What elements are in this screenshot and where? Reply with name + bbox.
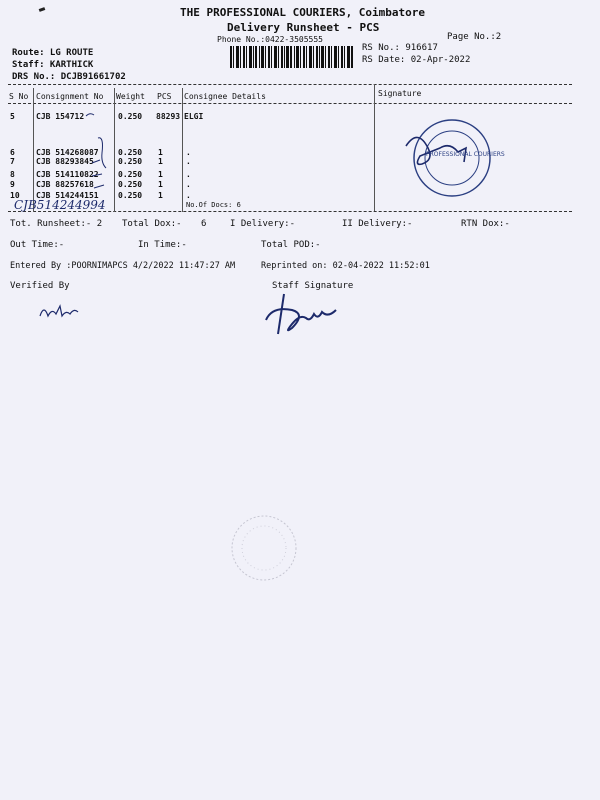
- row-pcs: 1: [158, 191, 163, 200]
- header-consignment-no: Consignment No: [36, 92, 104, 101]
- row-sno: 8: [10, 170, 15, 179]
- row-sno: 7: [10, 157, 15, 166]
- phone-number: Phone No.:0422-3505555: [217, 35, 323, 44]
- row-consignee-details: .: [186, 157, 191, 166]
- rs-date: RS Date: 02-Apr-2022: [362, 55, 471, 65]
- row-consignee-details: .: [186, 180, 191, 189]
- row-consignment-no: CJB 514110822: [36, 170, 99, 179]
- rs-number: RS No.: 916617: [362, 43, 438, 53]
- reprinted-on: Reprinted on: 02-04-2022 11:52:01: [261, 261, 430, 271]
- row-consignee-details: ELGI: [184, 112, 204, 121]
- in-time: In Time:-: [138, 240, 187, 250]
- row-sno: 10: [10, 191, 20, 200]
- row-consignee-details: .: [186, 170, 191, 179]
- staff-signature-label: Staff Signature: [272, 281, 354, 291]
- ii-delivery: II Delivery:-: [342, 219, 413, 229]
- staff-name: Staff: KARTHICK: [12, 60, 94, 70]
- row-sno: 6: [10, 148, 15, 157]
- row-pcs: 1: [158, 148, 163, 157]
- header-consignee-details: Consignee Details: [184, 92, 266, 101]
- row-consignment-no: CJB 88257618: [36, 180, 94, 189]
- row-pcs: 1: [158, 170, 163, 179]
- total-pod: Total POD:-: [261, 240, 321, 250]
- row-sno: 9: [10, 180, 15, 189]
- page-number: Page No.:2: [447, 32, 502, 42]
- verified-by-label: Verified By: [10, 281, 70, 291]
- company-name: THE PROFESSIONAL COURIERS, Coimbatore: [180, 6, 426, 19]
- row-consignment-no: CJB 154712: [36, 112, 85, 121]
- barcode: [230, 46, 354, 68]
- route: Route: LG ROUTE: [12, 48, 94, 58]
- row-pcs: 1: [158, 157, 163, 166]
- row-consignment-no: CJB 514244151: [36, 191, 99, 200]
- row-consignee-details: .: [186, 148, 191, 157]
- row-weight: 0.250: [118, 191, 143, 200]
- total-dox-label: Total Dox:-: [122, 219, 182, 229]
- header-sno: S No: [9, 92, 29, 101]
- company-stamp: [400, 118, 505, 203]
- no-of-docs: No.Of Docs: 6: [186, 201, 241, 209]
- scan-speck: [39, 7, 46, 12]
- staff-signature: [262, 290, 344, 338]
- row-consignment-no: CJB 88293845: [36, 157, 94, 166]
- drs-number: DRS No.: DCJB91661702: [12, 72, 126, 82]
- divider-header: [8, 103, 572, 104]
- column-rule: [33, 88, 34, 212]
- header-signature: Signature: [378, 89, 422, 98]
- faint-seal-watermark: [228, 512, 300, 584]
- row-weight: 0.250: [118, 148, 143, 157]
- row-pcs: 88293: [156, 112, 181, 121]
- verified-by-signature: [38, 300, 88, 322]
- entered-by: Entered By :POORNIMAPCS 4/2/2022 11:47:27 AM: [10, 261, 236, 271]
- row-weight: 0.250: [118, 112, 143, 121]
- i-delivery: I Delivery:-: [230, 219, 296, 229]
- total-dox-value: 6: [201, 219, 207, 229]
- out-time: Out Time:-: [10, 240, 65, 250]
- row-sno: 5: [10, 112, 15, 121]
- row-pcs: 1: [158, 180, 163, 189]
- handwritten-consignment: CJB514244994: [14, 198, 106, 212]
- total-runsheet: Tot. Runsheet:- 2: [10, 219, 103, 229]
- rtn-dox: RTN Dox:-: [461, 219, 510, 229]
- divider-top: [8, 84, 572, 85]
- header-weight: Weight: [116, 92, 145, 101]
- stamp-text: PROFESSIONAL COURIERS: [426, 151, 505, 158]
- header-pcs: PCS: [157, 92, 172, 101]
- row-weight: 0.250: [118, 180, 143, 189]
- column-rule: [374, 84, 375, 211]
- handwritten-ticks: [84, 108, 124, 208]
- row-consignment-no: CJB 514268087: [36, 148, 99, 157]
- column-rule: [182, 88, 183, 212]
- row-weight: 0.250: [118, 170, 143, 179]
- row-consignee-details: .: [186, 191, 191, 200]
- document-title: Delivery Runsheet - PCS: [227, 21, 380, 34]
- row-weight: 0.250: [118, 157, 143, 166]
